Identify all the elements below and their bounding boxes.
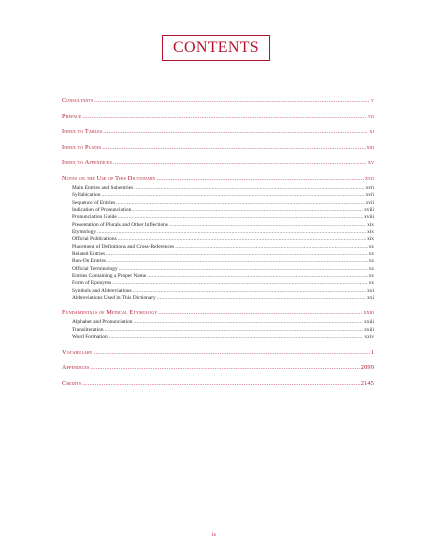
table-of-contents (62, 96, 374, 388)
toc-entry-page: xx (368, 265, 374, 272)
toc-entry-label: Transliteration (72, 326, 104, 333)
dot-leader (157, 174, 364, 183)
toc-subentry-abbreviations-used-in-this-dictionary[interactable] (62, 295, 374, 302)
toc-entry-label: Presentation of Plurals and Other Inflections (72, 221, 168, 228)
dot-leader (119, 266, 368, 273)
toc-entry-page: xx (368, 251, 374, 258)
toc-entry-label: Abbreviations Used in This Dictionary (72, 295, 156, 302)
dot-leader (118, 236, 366, 243)
dot-leader (133, 288, 367, 295)
toc-entry-label: Related Entries (72, 251, 106, 258)
toc-entry-page: xviii (364, 207, 374, 213)
toc-subentry-sequence-of-entries[interactable] (62, 200, 374, 207)
toc-entry-page: 2145 (360, 379, 374, 387)
dot-leader (134, 185, 364, 192)
dot-leader (90, 363, 359, 372)
dot-leader (157, 295, 366, 302)
toc-entry-label: Sequence of Entries (72, 199, 116, 206)
toc-entry-page: xvii (365, 192, 374, 199)
toc-entry-index-to-plates[interactable] (62, 143, 374, 152)
toc-entry-consultants[interactable] (62, 96, 374, 105)
toc-entry-label: Pronunciation Guide (72, 214, 117, 221)
toc-entry-page: xviii (364, 214, 374, 221)
toc-entry-label: Consultants (62, 97, 94, 104)
toc-entry-label: Main Entries and Subentries (72, 184, 134, 191)
toc-entry-credits[interactable] (62, 379, 374, 388)
dot-leader (175, 244, 367, 251)
toc-entry-page: xix (367, 229, 374, 236)
toc-entry-page: xxiv (364, 334, 374, 341)
toc-entry-notes-on-the-use-of-this-dictionary[interactable] (62, 174, 374, 183)
toc-entry-page: xx (368, 280, 374, 287)
toc-entry-label: Notes on the Use of This Dictionary (62, 174, 156, 182)
dot-leader (94, 96, 370, 105)
toc-entry-page: xi (369, 128, 374, 136)
toc-entry-page: xx (368, 273, 374, 280)
toc-subentry-related-entries[interactable] (62, 251, 374, 258)
toc-entry-appendices[interactable] (62, 363, 374, 372)
toc-entry-label: Alphabet and Pronunciation (72, 319, 133, 326)
toc-entry-page: xxiii (364, 326, 374, 333)
toc-subentry-etymology[interactable] (62, 229, 374, 236)
toc-subentry-main-entries-and-subentries[interactable] (62, 185, 374, 192)
dot-leader (97, 229, 366, 236)
toc-entry-page: 2099 (360, 364, 374, 372)
dot-leader (113, 158, 367, 167)
toc-entry-label: Indication of Pronunciation (72, 207, 132, 213)
toc-subentry-form-of-eponyms[interactable] (62, 280, 374, 287)
toc-entry-preface[interactable] (62, 112, 374, 121)
dot-leader (101, 192, 364, 199)
toc-entry-fundamentals-of-medical-etymology[interactable] (62, 308, 374, 317)
toc-entry-page: xx (368, 243, 374, 250)
toc-entry-page: xxi (367, 295, 374, 302)
toc-subentry-syllabication[interactable] (62, 192, 374, 199)
dot-leader (116, 200, 365, 207)
toc-subentry-run-on-entries[interactable] (62, 258, 374, 265)
toc-entry-label: Run-On Entries (72, 258, 106, 265)
dot-leader (158, 308, 362, 317)
toc-entry-label: Official Publications (72, 236, 117, 243)
toc-entry-page: xvii (364, 174, 374, 182)
toc-subentry-official-terminology[interactable] (62, 266, 374, 273)
toc-entry-label: Index to Plates (62, 143, 102, 151)
toc-entry-page: xxiii (364, 319, 374, 326)
toc-entry-label: Preface (62, 112, 82, 120)
toc-entry-page: xxiii (363, 309, 374, 317)
toc-entry-page: xxi (367, 287, 374, 294)
toc-entry-page: v (370, 97, 374, 104)
toc-entry-label: Appendices (62, 364, 90, 372)
toc-subentry-transliteration[interactable] (62, 327, 374, 334)
toc-entry-index-to-appendices[interactable] (62, 158, 374, 167)
page-number: ix (211, 532, 217, 538)
toc-entry-label: Placement of Definitions and Cross-References (72, 243, 175, 250)
toc-entry-label: Fundamentals of Medical Etymology (62, 309, 158, 317)
toc-subentry-presentation-of-plurals-and-other-inflections[interactable] (62, 222, 374, 229)
dot-leader (109, 334, 364, 341)
dot-leader (133, 319, 363, 326)
toc-entry-index-to-tables[interactable] (62, 127, 374, 136)
toc-entry-label: Entries Containing a Proper Name (72, 273, 147, 280)
dot-leader (102, 143, 365, 152)
toc-subentry-indication-of-pronunciation[interactable] (62, 207, 374, 214)
toc-entry-label: Index to Tables (62, 128, 103, 136)
dot-leader (112, 280, 367, 287)
toc-entry-label: Etymology (72, 229, 96, 236)
toc-entry-page: xiii (366, 143, 374, 151)
toc-entry-page: xvii (365, 184, 374, 191)
toc-subentry-word-formation[interactable] (62, 334, 374, 341)
toc-entry-page: xix (367, 236, 374, 243)
dot-leader (147, 273, 367, 280)
dot-leader (94, 348, 370, 357)
toc-subentry-pronunciation-guide[interactable] (62, 214, 374, 221)
toc-entry-page: xv (367, 159, 374, 167)
toc-entry-label: Form of Eponyms (72, 280, 112, 287)
toc-entry-label: Index to Appendices (62, 159, 113, 167)
toc-entry-page: 1 (370, 348, 374, 356)
toc-subentry-official-publications[interactable] (62, 236, 374, 243)
dot-leader (132, 207, 363, 214)
toc-entry-page: xix (367, 221, 374, 228)
toc-subentry-symbols-and-abbreviations[interactable] (62, 288, 374, 295)
toc-entry-label: Credits (62, 379, 82, 387)
toc-entry-label: Word Formation (72, 334, 108, 341)
dot-leader (106, 251, 368, 258)
toc-entry-label: Vocabulary (62, 348, 93, 356)
dot-leader (118, 214, 363, 221)
toc-entry-page: vii (367, 112, 374, 120)
toc-entry-label: Official Terminology (72, 265, 118, 272)
dot-leader (83, 112, 367, 121)
toc-subentry-placement-of-definitions-and-cross-references[interactable] (62, 244, 374, 251)
dot-leader (169, 222, 366, 229)
dot-leader (105, 327, 364, 334)
toc-entry-vocabulary[interactable] (62, 348, 374, 357)
dot-leader (107, 258, 368, 265)
toc-subentry-alphabet-and-pronunciation[interactable] (62, 319, 374, 326)
toc-entry-label: Symbols and Abbreviations (72, 287, 132, 294)
toc-entry-label: Syllabication (72, 192, 101, 199)
toc-subentry-entries-containing-a-proper-name[interactable] (62, 273, 374, 280)
dot-leader (103, 127, 368, 136)
title-box (162, 35, 270, 61)
toc-entry-page: xx (368, 258, 374, 265)
dot-leader (82, 379, 360, 388)
toc-entry-page: xvii (365, 199, 374, 206)
page-title: CONTENTS (173, 39, 259, 56)
